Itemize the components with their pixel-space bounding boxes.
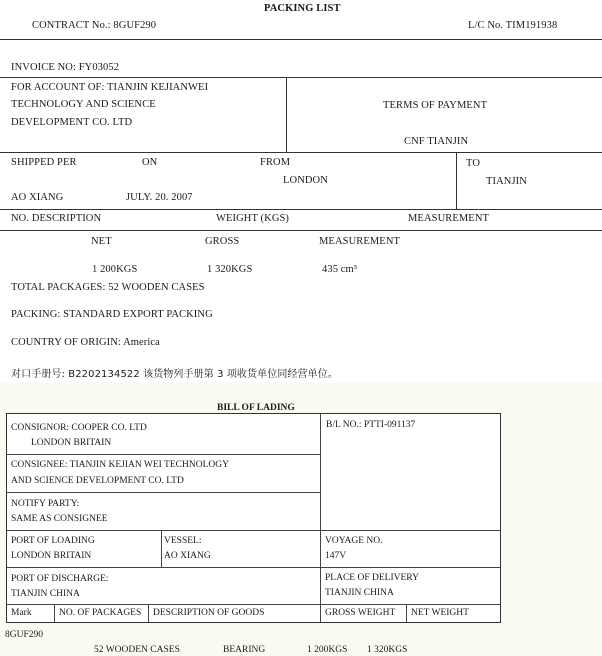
bill-of-lading-title: BILL OF LADING (217, 403, 295, 413)
vessel-value: AO XIANG (164, 551, 211, 561)
country-of-origin: COUNTRY OF ORIGIN: America (11, 337, 160, 348)
divider (161, 530, 162, 567)
divider (0, 209, 602, 210)
terms-of-payment-label: TERMS OF PAYMENT (383, 100, 488, 111)
divider (0, 152, 602, 153)
to-label: TO (466, 158, 481, 169)
column-weight: WEIGHT (KGS) (216, 213, 290, 224)
sub-header-gross: GROSS (205, 236, 240, 247)
column-mark: Mark (11, 608, 32, 618)
shipping-date: JULY. 20. 2007 (126, 192, 193, 203)
voyage-number-label: VOYAGE NO. (325, 536, 383, 546)
place-of-delivery-value: TIANJIN CHINA (325, 588, 394, 598)
column-number-of-packages: NO. OF PACKAGES (59, 608, 142, 618)
mark-value: 8GUF290 (5, 630, 44, 640)
divider (7, 530, 500, 531)
measurement-value: 435 cm³ (322, 264, 358, 275)
notify-party-label: NOTIFY PARTY: (11, 499, 80, 509)
contract-number: CONTRACT No.: 8GUF290 (32, 20, 157, 31)
account-line-3: DEVELOPMENT CO. LTD (11, 117, 133, 128)
packing-type: PACKING: STANDARD EXPORT PACKING (11, 309, 213, 320)
port-of-discharge-label: PORT OF DISCHARGE: (11, 574, 109, 584)
account-line-2: TECHNOLOGY AND SCIENCE (11, 99, 156, 110)
lc-number: L/C No. TIM191938 (468, 20, 558, 31)
port-of-loading-label: PORT OF LOADING (11, 536, 95, 546)
port-of-discharge-value: TIANJIN CHINA (11, 589, 80, 599)
place-of-delivery-label: PLACE OF DELIVERY (325, 573, 419, 583)
terms-of-payment-value: CNF TIANJIN (404, 136, 469, 147)
sub-header-net: NET (91, 236, 112, 247)
goods-gross-weight: 1 320KGS (367, 645, 408, 655)
divider (406, 604, 407, 622)
divider (0, 77, 602, 78)
divider (0, 230, 602, 231)
divider (54, 604, 55, 622)
from-value: LONDON (283, 175, 328, 186)
divider (7, 492, 320, 493)
handbook-note: 对口手册号: B2202134522 该货物列手册第 3 项收货单位同经营单位。 (11, 369, 338, 380)
to-value: TIANJIN (486, 176, 527, 187)
account-line-1: FOR ACCOUNT OF: TIANJIN KEJIANWEI (11, 82, 209, 93)
notify-party-value: SAME AS CONSIGNEE (11, 514, 108, 524)
total-packages: TOTAL PACKAGES: 52 WOODEN CASES (11, 282, 205, 293)
net-weight-value: 1 200KGS (92, 264, 138, 275)
divider (7, 604, 500, 605)
divider (7, 567, 500, 568)
column-measurement: MEASUREMENT (408, 213, 490, 224)
vessel-label: VESSEL: (164, 536, 202, 546)
voyage-number-value: 147V (325, 551, 347, 561)
goods-net-weight: 1 200KGS (307, 645, 348, 655)
goods-packages: 52 WOODEN CASES (94, 645, 180, 655)
consignor-line-1: CONSIGNOR: COOPER CO. LTD (11, 423, 147, 433)
port-of-loading-value: LONDON BRITAIN (11, 551, 92, 561)
bl-number: B/L NO.: PTTI-091137 (326, 420, 416, 430)
goods-description: BEARING (223, 645, 266, 655)
gross-weight-value: 1 320KGS (207, 264, 253, 275)
column-no-description: NO. DESCRIPTION (11, 213, 102, 224)
divider (456, 152, 457, 209)
consignee-line-1: CONSIGNEE: TIANJIN KEJIAN WEI TECHNOLOGY (11, 460, 229, 470)
from-label: FROM (260, 157, 291, 168)
vessel-name: AO XIANG (11, 192, 64, 203)
sub-header-measurement: MEASUREMENT (319, 236, 401, 247)
consignee-line-2: AND SCIENCE DEVELOPMENT CO. LTD (11, 476, 184, 486)
column-description-of-goods: DESCRIPTION OF GOODS (153, 608, 265, 618)
on-label: ON (142, 157, 158, 168)
bill-of-lading-table (6, 413, 501, 623)
divider (286, 77, 287, 152)
invoice-number: INVOICE NO: FY03052 (11, 62, 120, 73)
column-net-weight: NET WEIGHT (411, 608, 469, 618)
column-gross-weight: GROSS WEIGHT (325, 608, 396, 618)
divider (320, 414, 321, 622)
divider (0, 39, 602, 40)
divider (148, 604, 149, 622)
consignor-line-2: LONDON BRITAIN (31, 438, 112, 448)
divider (7, 454, 320, 455)
packing-list-title: PACKING LIST (264, 3, 341, 14)
shipped-per-label: SHIPPED PER (11, 157, 77, 168)
